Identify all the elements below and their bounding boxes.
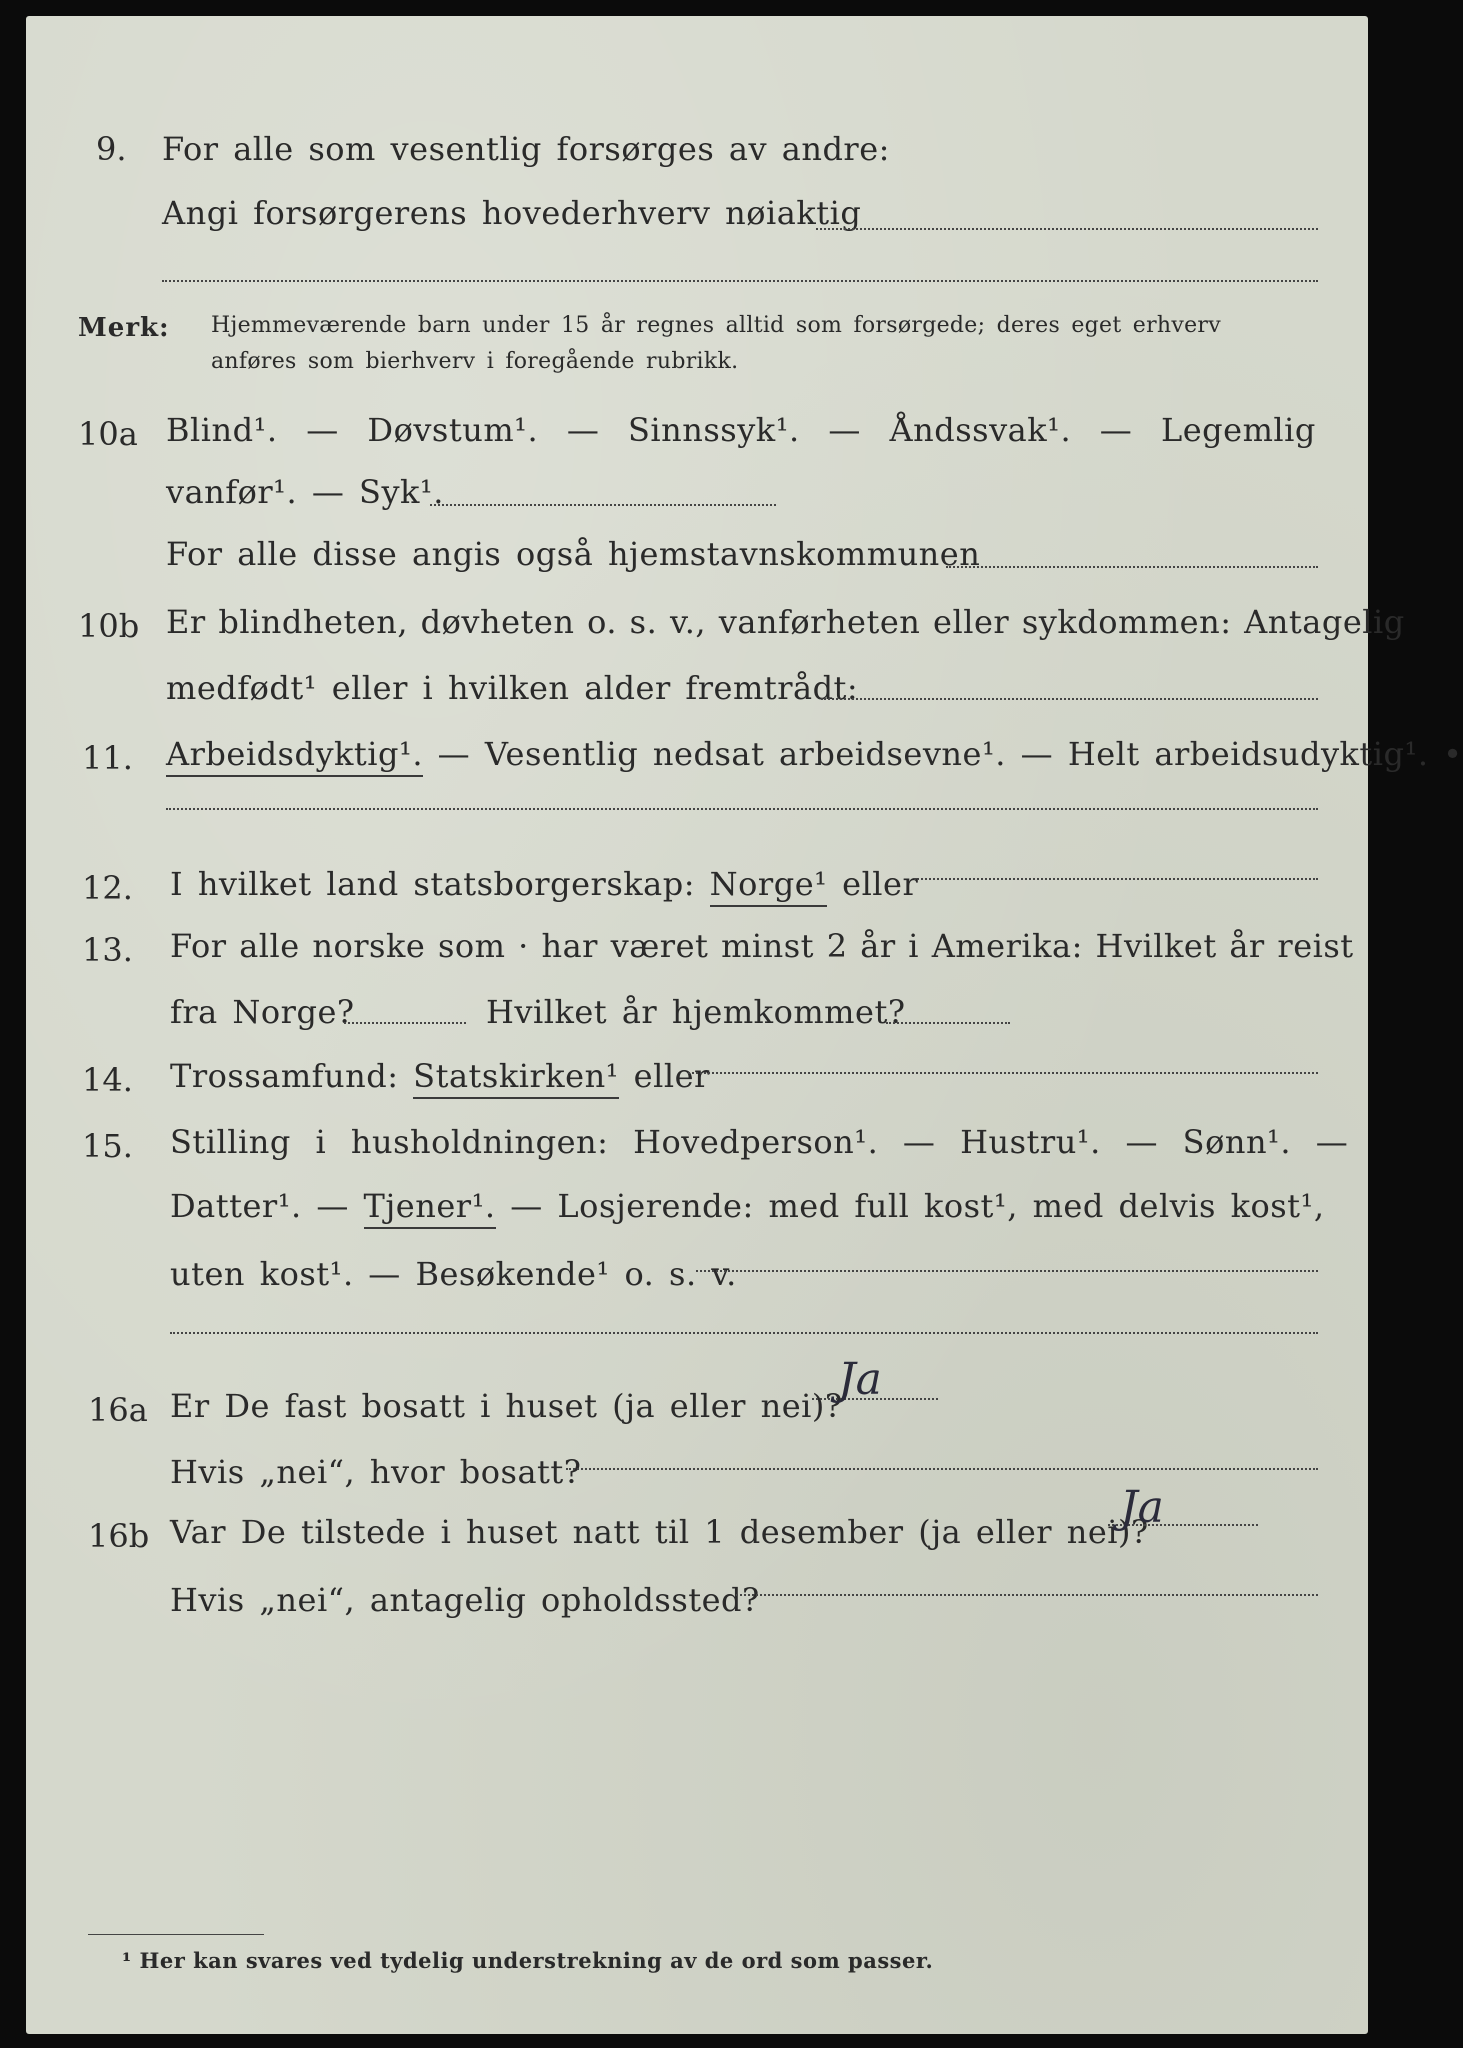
q9-answer-line xyxy=(816,228,1318,230)
q16b-opholdssted-line xyxy=(736,1594,1318,1596)
q10a-number: 10a xyxy=(78,415,138,453)
q12-answer-underlined: Norge¹ xyxy=(710,865,828,907)
q15-line3: uten kost¹. — Besøkende¹ o. s. v. xyxy=(170,1255,737,1293)
q11-line xyxy=(166,734,1463,774)
q15-line1: Stilling i husholdningen: Hovedperson¹. — Hustru¹. — Sønn¹. — xyxy=(170,1123,1349,1161)
q15-answer-line-2 xyxy=(170,1332,1318,1334)
q13-line2b: Hvilket år hjemkommet? xyxy=(486,993,906,1031)
q11-answer-underlined: Arbeidsdyktig¹. xyxy=(166,735,423,777)
merk-label: Merk: xyxy=(78,313,170,343)
q11-number: 11. xyxy=(82,739,133,777)
footnote-mark: ¹ xyxy=(122,1948,132,1973)
q12-text: I hvilket land statsborgerskap: xyxy=(170,865,695,903)
q11-rest: — Vesentlig nedsat arbeidsevne¹. — Helt arbeidsudyktig¹. xyxy=(437,735,1429,773)
q13-hjemkommet-line xyxy=(886,1022,1010,1024)
q12-number: 12. xyxy=(82,869,133,907)
q13-line2a: fra Norge? xyxy=(170,993,355,1031)
q13-reist-line xyxy=(344,1022,466,1024)
merk-line2: anføres som bierhverv i foregående rubrikk. xyxy=(211,349,739,374)
merk-line1: Hjemmeværende barn under 15 år regnes alltid som forsørgede; deres eget erhverv xyxy=(211,313,1221,338)
q14-answer-underlined: Statskirken¹ xyxy=(413,1057,619,1099)
q11-mark: • xyxy=(1443,735,1463,773)
q14-text: Trossamfund: xyxy=(170,1057,399,1095)
q14-answer-line xyxy=(688,1072,1318,1074)
footnote-text: Her kan svares ved tydelig understrekning av de ord som passer. xyxy=(139,1948,934,1973)
q15-line2a: Datter¹. — xyxy=(170,1187,349,1225)
q16b-line2: Hvis „nei“, antagelig opholdssted? xyxy=(170,1581,760,1619)
q10a-line1: Blind¹. — Døvstum¹. — Sinnssyk¹. — Åndssvak¹. — Legemlig xyxy=(166,411,1316,449)
q9-line2: Angi forsørgerens hovederhverv nøiaktig xyxy=(162,194,862,232)
q14-rest: eller xyxy=(633,1057,710,1095)
q9-line1: For alle som vesentlig forsørges av andre: xyxy=(162,130,890,168)
q9-answer-line-2 xyxy=(162,280,1318,282)
q16a-line1: Er De fast bosatt i huset (ja eller nei)? xyxy=(170,1387,843,1425)
q16a-bosatt-line xyxy=(566,1468,1318,1470)
q16b-line1: Var De tilstede i huset natt til 1 desember (ja eller nei)? xyxy=(170,1513,1149,1551)
q10a-hjemstavn-line xyxy=(946,566,1318,568)
footnote-rule xyxy=(88,1934,264,1935)
q15-answer-line xyxy=(696,1270,1318,1272)
q10b-line2: medfødt¹ eller i hvilken alder fremtrådt: xyxy=(166,669,859,707)
q14-number: 14. xyxy=(82,1061,133,1099)
q15-line2b: — Losjerende: med full kost¹, med delvis kost¹, xyxy=(510,1187,1325,1225)
form-sheet xyxy=(26,16,1463,2034)
q13-line1: For alle norske som · har været minst 2 år i Amerika: Hvilket år reist xyxy=(170,927,1354,965)
q10b-number: 10b xyxy=(78,607,140,645)
q12-line xyxy=(170,864,918,904)
q13-number: 13. xyxy=(82,931,133,969)
q11-extra-line xyxy=(166,808,1318,810)
q16b-handwritten-answer: Ja xyxy=(1120,1482,1164,1533)
q15-answer-underlined: Tjener¹. xyxy=(364,1187,496,1229)
q12-rest: eller xyxy=(842,865,919,903)
q16a-line2: Hvis „nei“, hvor bosatt? xyxy=(170,1453,582,1491)
q10b-line1: Er blindheten, døvheten o. s. v., vanførheten eller sykdommen: Antagelig xyxy=(166,603,1405,641)
q15-number: 15. xyxy=(82,1127,133,1165)
q10a-line2: vanfør¹. — Syk¹. xyxy=(166,473,444,511)
q16a-number: 16a xyxy=(88,1391,148,1429)
q9-number: 9. xyxy=(96,130,127,168)
q16b-number: 16b xyxy=(88,1517,150,1555)
q10b-answer-line xyxy=(821,698,1318,700)
q10a-line3: For alle disse angis også hjemstavnskommunen xyxy=(166,535,981,573)
q10a-answer-line xyxy=(430,504,776,506)
q12-answer-line xyxy=(914,878,1318,880)
q15-line2 xyxy=(170,1186,1325,1226)
footnote xyxy=(122,1948,933,1973)
q14-line xyxy=(170,1056,710,1096)
q16a-handwritten-answer: Ja xyxy=(838,1354,882,1405)
